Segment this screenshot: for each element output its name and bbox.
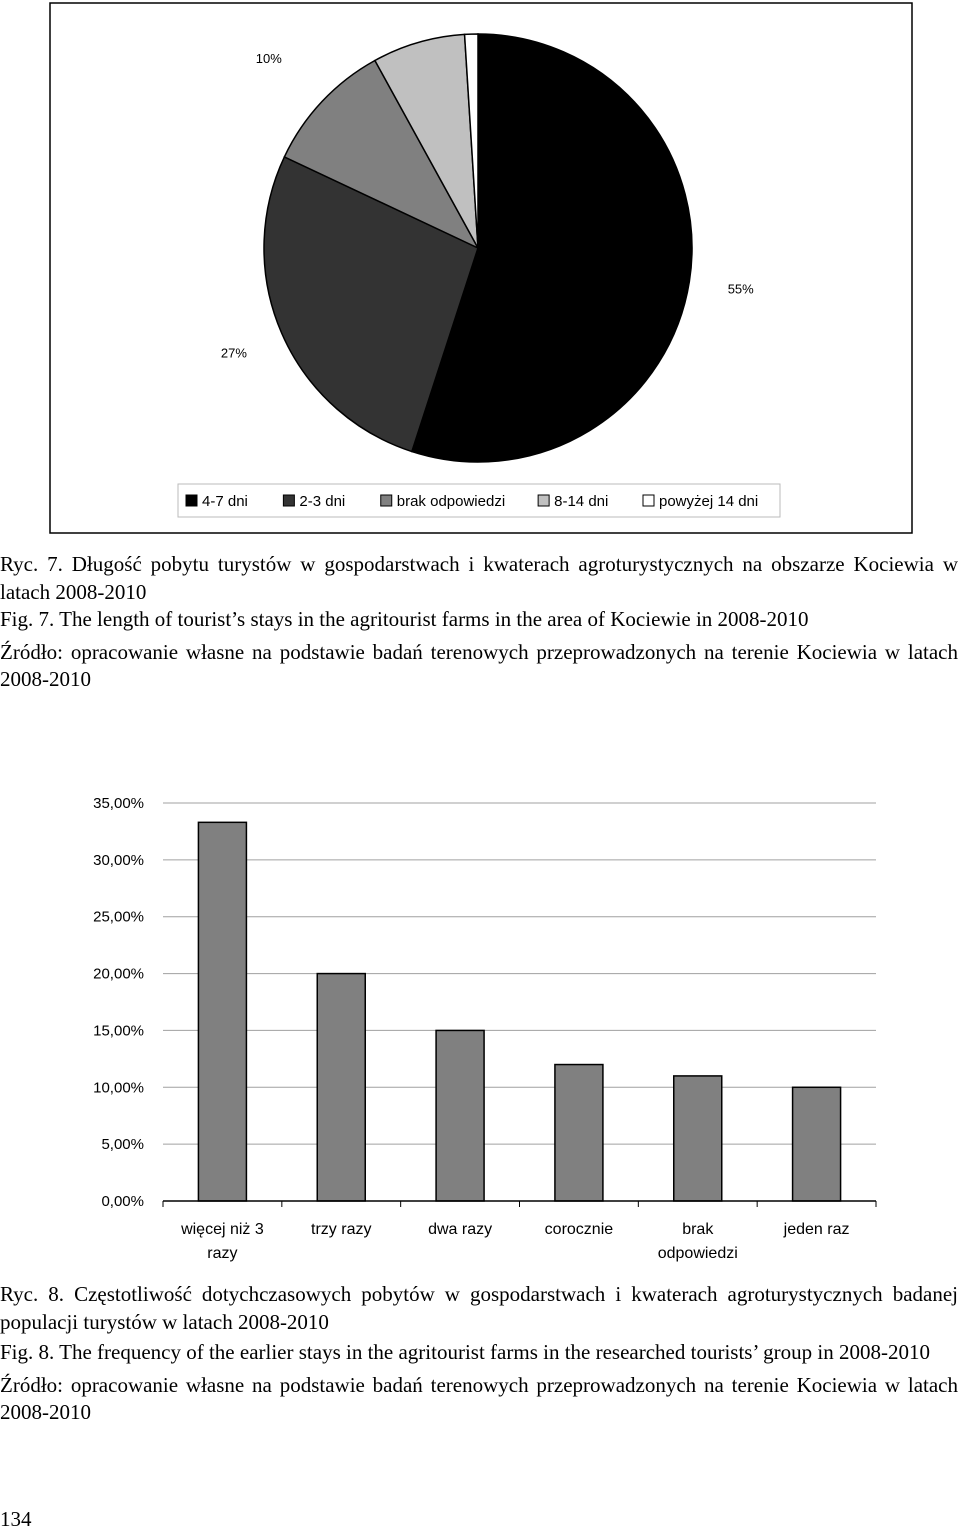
y-tick-label-0: 0,00% [101, 1193, 144, 1210]
fig7-source: Źródło: opracowanie własne na podstawie badań terenowych przeprowadzonych na terenie Kociewia w latach 2008-2010 [0, 639, 958, 692]
legend-swatch-2 [283, 495, 294, 506]
bar-4 [555, 1065, 603, 1201]
x-tick-label-5: brak odpowiedzi [657, 1221, 738, 1262]
x-tick-label-3: dwa razy [428, 1221, 493, 1238]
figure-7-captions [0, 551, 958, 694]
pie-slice-label-3: 10% [255, 51, 282, 67]
y-tick-label-2: 10,00% [93, 1079, 144, 1097]
page-number: 134 [0, 1507, 32, 1531]
y-tick-label-5: 25,00% [93, 908, 144, 926]
bar-x-axis [163, 1201, 876, 1207]
legend-label-3: brak odpowiedzi [396, 493, 506, 510]
legend-swatch-5 [643, 495, 654, 506]
bar-2 [317, 974, 365, 1201]
bar-5 [674, 1076, 722, 1201]
bar-3 [436, 1030, 484, 1201]
bar-1 [198, 822, 246, 1201]
fig7-caption-pl: Ryc. 7. Długość pobytu turystów w gospodarstwach i kwaterach agroturystycznych na obszarze Kociewia w latach 2008-2010 [0, 552, 958, 604]
fig8-caption-en: Fig. 8. The frequency of the earlier stays in the agritourist farms in the researched tourists’ group in 2008-2010 [0, 1340, 930, 1365]
bar-y-tick-labels [93, 795, 144, 1210]
bar-gridlines [163, 803, 876, 1144]
y-tick-label-7: 35,00% [93, 795, 144, 812]
y-tick-label-1: 5,00% [101, 1136, 144, 1154]
legend-label-5: powyżej 14 dni [659, 493, 759, 510]
x-tick-label-2: trzy razy [311, 1221, 372, 1238]
y-tick-label-4: 20,00% [93, 965, 144, 983]
figure-8-captions [0, 1281, 958, 1427]
y-tick-label-6: 30,00% [93, 851, 144, 869]
legend-label-1: 4-7 dni [202, 493, 248, 510]
y-tick-label-3: 15,00% [93, 1022, 144, 1040]
legend-swatch-1 [186, 495, 197, 506]
bar-chart [0, 780, 960, 1270]
pie-slice-label-2: 27% [220, 345, 247, 361]
legend-swatch-3 [381, 495, 392, 506]
fig7-caption-en: Fig. 7. The length of tourist’s stays in the agritourist farms in the area of Kociewie in 2008-2010 [0, 607, 809, 632]
fig8-caption-pl: Ryc. 8. Częstotliwość dotychczasowych pobytów w gospodarstwach i kwaterach agroturystycznych badanej populacji turystów w latach 2008-2010 [0, 1282, 958, 1334]
legend-label-2: 2-3 dni [299, 493, 346, 510]
x-tick-label-1: więcej niż 3 razy [181, 1221, 264, 1262]
bar-6 [793, 1087, 841, 1201]
bar-x-tick-labels [180, 1221, 849, 1262]
x-tick-label-6: jeden raz [783, 1221, 850, 1238]
x-tick-label-4: corocznie [544, 1221, 614, 1238]
pie-slices [264, 34, 692, 462]
fig8-source: Źródło: opracowanie własne na podstawie badań terenowych przeprowadzonych na terenie Kociewia w latach 2008-2010 [0, 1372, 958, 1425]
legend-swatch-4 [538, 495, 549, 506]
pie-chart [0, 0, 960, 540]
legend-label-4: 8-14 dni [554, 493, 609, 510]
pie-slice-label-1: 55% [727, 281, 754, 297]
